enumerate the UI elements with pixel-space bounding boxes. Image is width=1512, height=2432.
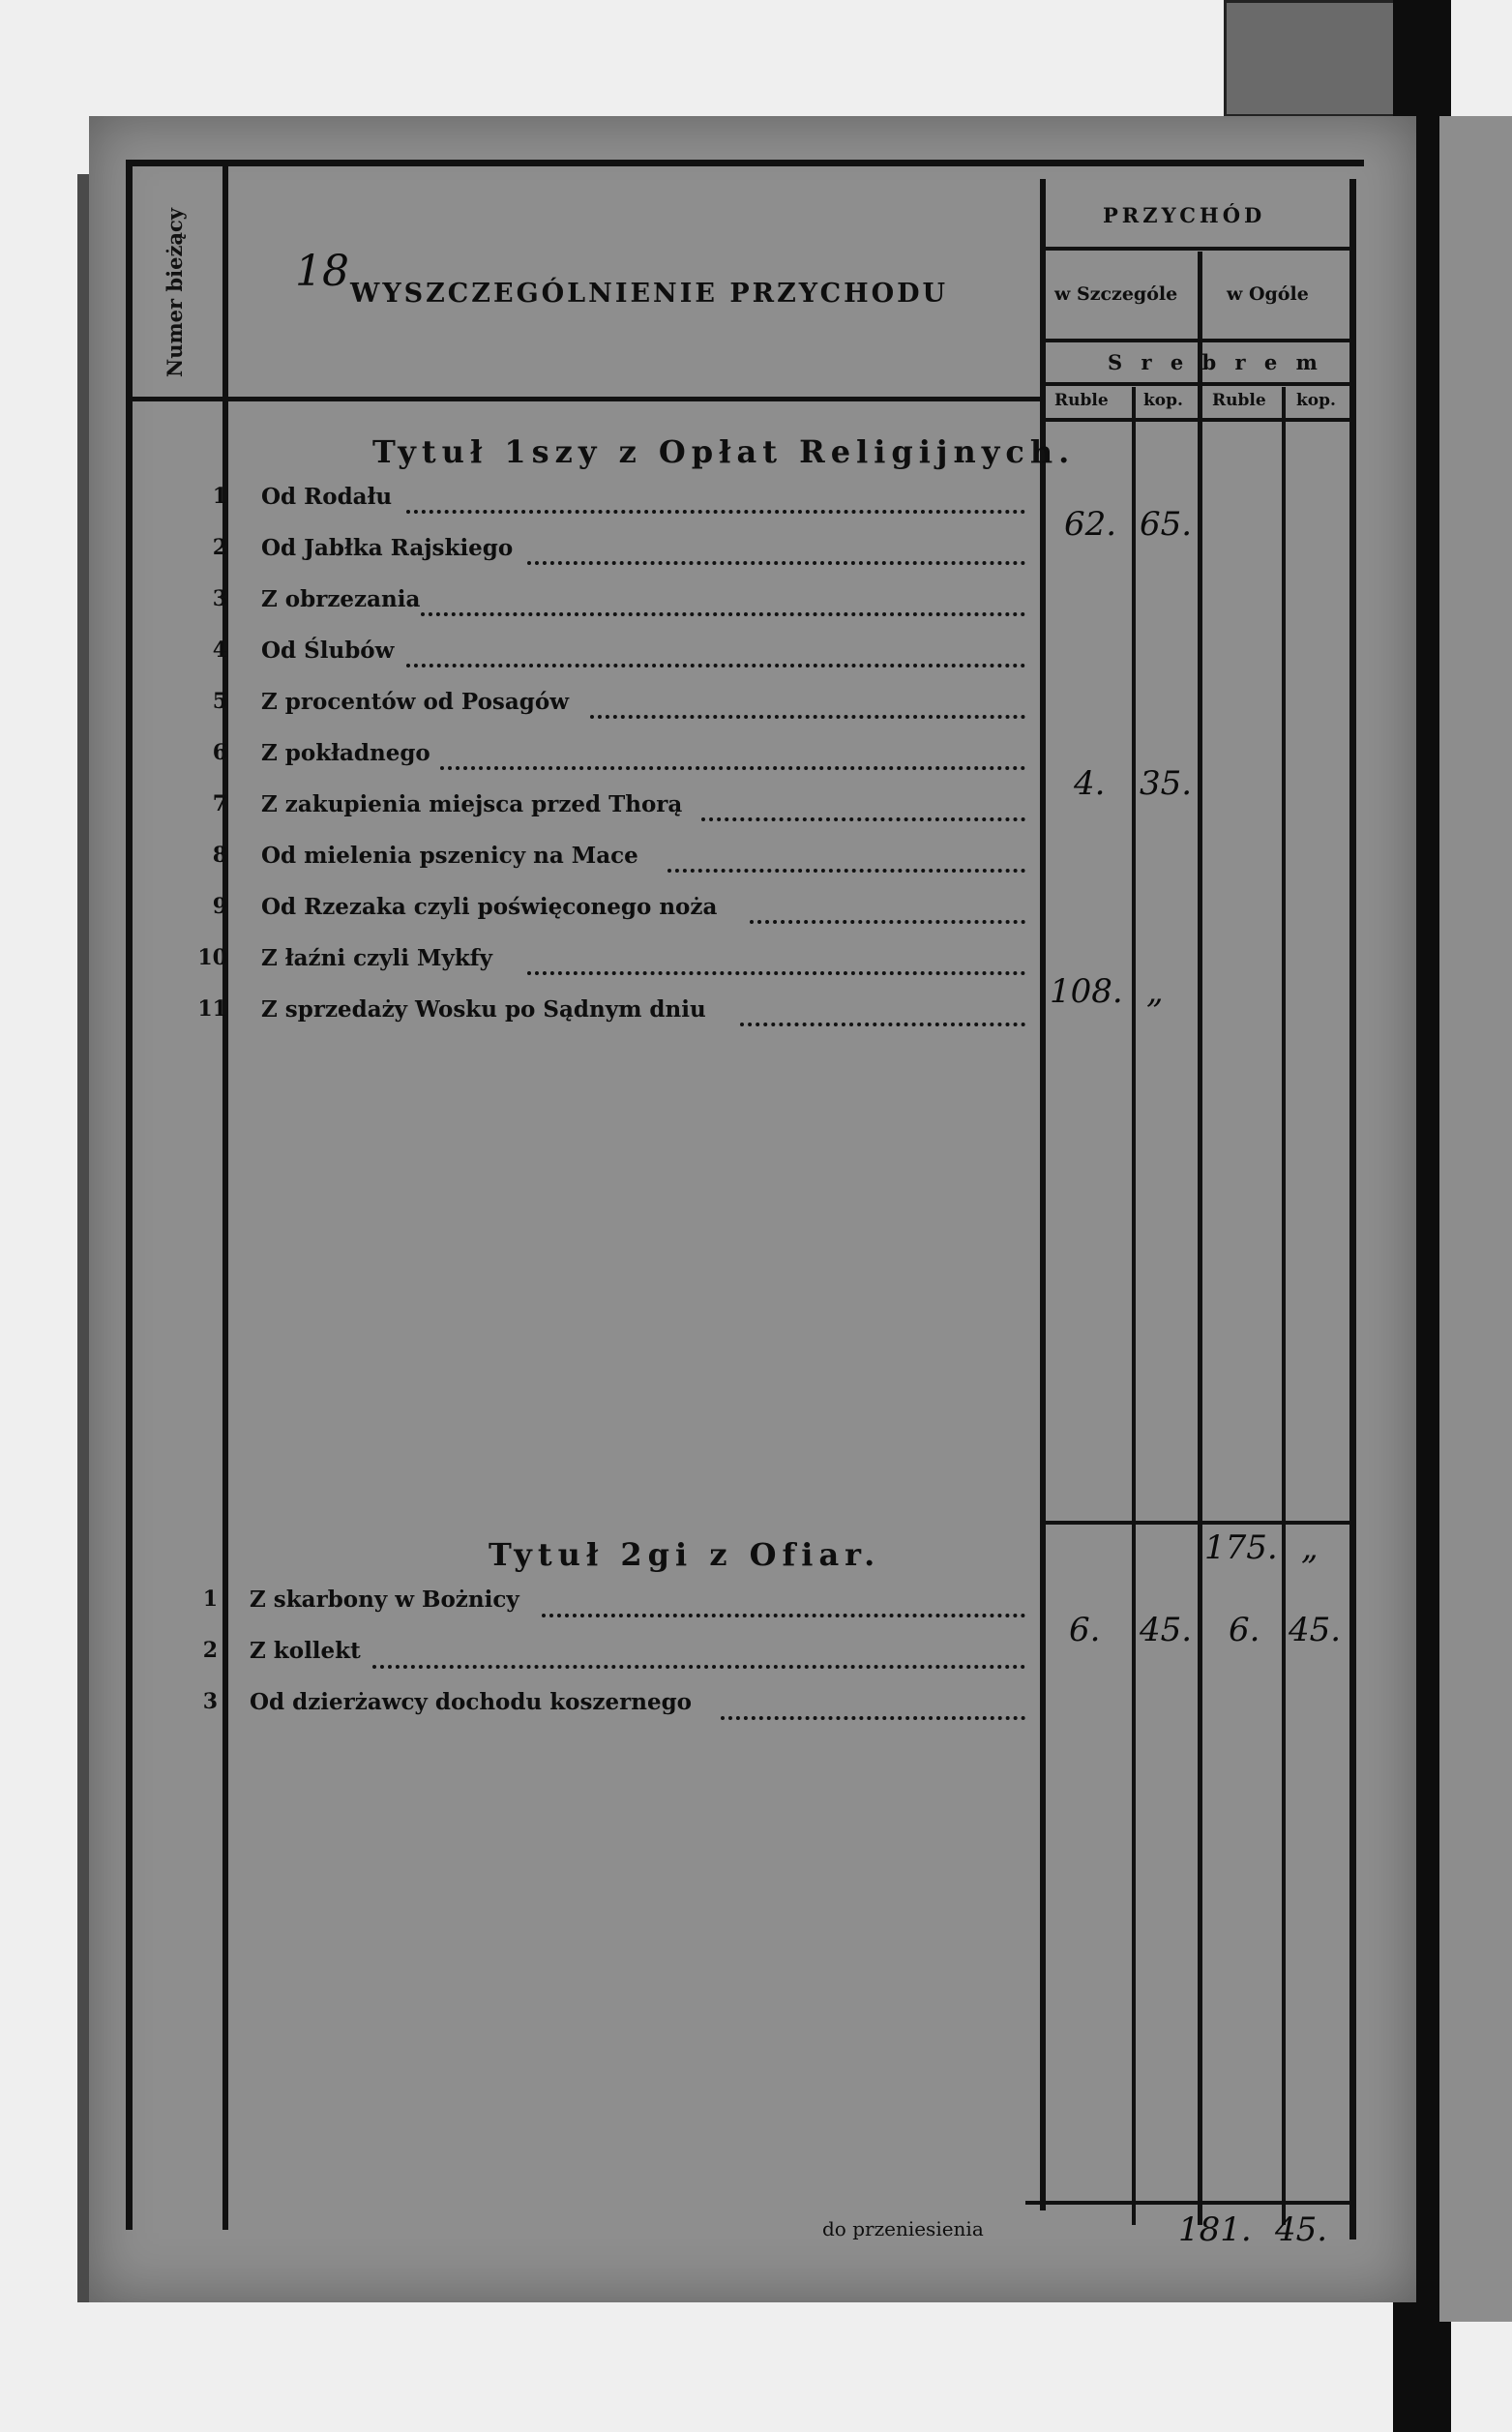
leader-dots: [542, 1614, 1025, 1617]
leader-dots: [667, 869, 1025, 873]
ruble-header-1: Ruble: [1054, 391, 1109, 410]
row-label: Od Jabłka Rajskiego: [261, 535, 514, 561]
leader-dots: [372, 1665, 1025, 1669]
leader-dots: [440, 766, 1025, 770]
section-1-total-ruble: 175.: [1204, 1528, 1278, 1567]
adjacent-page: [1439, 116, 1512, 2322]
row-kop: 35.: [1140, 764, 1193, 803]
row-number: 2: [202, 1638, 218, 1663]
leader-dots: [421, 612, 1025, 616]
kop-header-2: kop.: [1296, 391, 1336, 410]
leader-dots: [527, 561, 1025, 565]
leader-dots: [590, 715, 1025, 719]
row-label: Z procentów od Posagów: [261, 689, 569, 715]
leader-dots: [701, 817, 1025, 821]
section-2-title: Tytuł 2gi z Ofiar.: [489, 1536, 881, 1573]
row-number: 4: [212, 638, 227, 663]
leader-dots: [406, 510, 1025, 514]
row-ogole-ruble: 6.: [1229, 1611, 1260, 1649]
row-label: Z sprzedaży Wosku po Sądnym dniu: [261, 996, 706, 1023]
leader-dots: [750, 920, 1025, 924]
footer-rule: [1025, 2201, 1354, 2205]
page-title: WYSZCZEGÓLNIENIE PRZYCHODU: [350, 279, 949, 309]
carry-over-kop: 45.: [1275, 2210, 1328, 2249]
carry-over-ruble: 181.: [1178, 2210, 1252, 2249]
row-kop: „: [1146, 972, 1164, 1011]
col-szczegole-ogole: [1198, 252, 1202, 2225]
col-desc-divider: [1040, 179, 1046, 2210]
leader-dots: [406, 664, 1025, 667]
leader-dots: [527, 971, 1025, 975]
column-number-label: Numer bieżący: [163, 208, 187, 377]
frame-top: [126, 160, 1364, 166]
row-label: Z zakupienia miejsca przed Thorą: [261, 791, 683, 817]
header-bottom-rule: [133, 397, 1042, 401]
row-number: 11: [197, 996, 227, 1022]
carry-over-label: do przeniesienia: [822, 2217, 984, 2240]
w-szczegole-header: w Szczególe: [1054, 283, 1178, 305]
srebrem-header: S r e b r e m: [1108, 350, 1323, 374]
row-label: Od Rodału: [261, 484, 393, 510]
adjacent-page-fragment: [1224, 0, 1408, 117]
row-number: 3: [212, 586, 227, 611]
row-ruble: 62.: [1064, 505, 1117, 544]
leader-dots: [721, 1716, 1025, 1720]
row-number: 10: [197, 945, 227, 970]
kop-header-1: kop.: [1143, 391, 1183, 410]
frame-left: [126, 160, 133, 2230]
row-number: 5: [212, 689, 227, 714]
przychod-rule: [1045, 247, 1354, 251]
przychod-header: PRZYCHÓD: [1103, 203, 1266, 227]
row-number: 9: [212, 894, 227, 919]
section-total-rule: [1040, 1521, 1354, 1525]
row-label: Z obrzezania: [261, 586, 421, 612]
row-label: Od Rzezaka czyli poświęconego noża: [261, 894, 718, 920]
col-ogole-kop: [1282, 387, 1286, 2225]
row-label: Od Ślubów: [261, 638, 395, 664]
row-number: 2: [212, 535, 227, 560]
row-ruble: 6.: [1069, 1611, 1101, 1649]
row-kop: 45.: [1140, 1611, 1193, 1649]
row-ogole-kop: 45.: [1289, 1611, 1342, 1649]
col-number-divider: [222, 164, 228, 2230]
leader-dots: [740, 1023, 1025, 1026]
row-kop: 65.: [1140, 505, 1193, 544]
row-label: Z łaźni czyli Mykfy: [261, 945, 493, 971]
col-szczegole-kop: [1132, 387, 1136, 2225]
ruble-header-2: Ruble: [1212, 391, 1266, 410]
row-label: Z kollekt: [250, 1638, 361, 1664]
row-number: 3: [202, 1689, 218, 1714]
frame-right: [1349, 179, 1356, 2239]
page-number: 18: [295, 247, 349, 296]
row-number: 6: [212, 740, 227, 765]
row-label: Od mielenia pszenicy na Mace: [261, 843, 638, 869]
row-label: Od dzierżawcy dochodu koszernego: [250, 1689, 693, 1715]
row-ruble: 108.: [1050, 972, 1123, 1011]
row-number: 7: [212, 791, 227, 816]
section-1-title: Tytuł 1szy z Opłat Religijnych.: [372, 433, 1076, 470]
row-label: Z pokładnego: [261, 740, 430, 766]
row-number: 1: [212, 484, 227, 509]
section-1-total-kop: „: [1301, 1528, 1319, 1567]
row-number: 8: [212, 843, 227, 868]
w-ogole-header: w Ogóle: [1227, 283, 1309, 305]
row-label: Z skarbony w Bożnicy: [250, 1587, 519, 1613]
row-number: 1: [202, 1587, 218, 1612]
row-ruble: 4.: [1074, 764, 1106, 803]
